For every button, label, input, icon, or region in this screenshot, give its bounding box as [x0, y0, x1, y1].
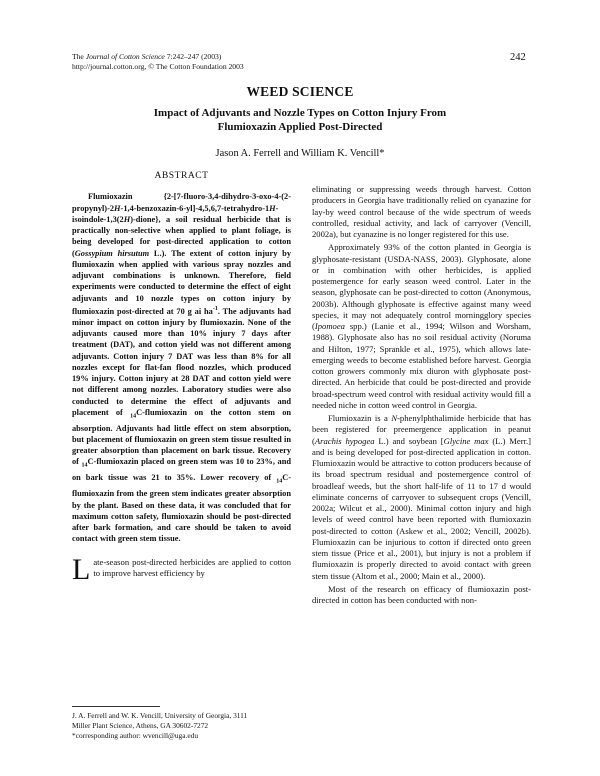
- section-heading: WEED SCIENCE: [246, 84, 354, 99]
- article-authors: Jason A. Ferrell and William K. Vencill*: [215, 148, 385, 159]
- author-footnote: J. A. Ferrell and W. K. Vencill, University of Georgia, 3111 Miller Plant Science, Athens, GA 30602-7272 *corresponding author: wvencill@uga.edu: [72, 711, 248, 740]
- abstract-heading: ABSTRACT: [154, 170, 209, 181]
- abstract-text: Flumioxazin {2-[7-fluoro-3,4-dihydro-3-oxo-4-(2-propynyl)-2H-1,4-benzoxazin-6-yl]-4,5,6,7-tetrahydro-1H-isoindole-1,3(2H)-dione}, a soil residual herbicide that is practically non-selective when applied to plant foliage, is being developed for post-directed application to cotton (Gossypium hirsutum L.). The extent of cotton injury by flumioxazin when applied with various spray nozzles and adjuvant combinations is unknown. Therefore, field experiments were conducted to determine the effect of eight adjuvants and 10 nozzle types on cotton injury by flumioxazin post-directed at 70 g ai $ha^{-1}$. The adjuvants had minor impact on cotton injury by flumioxazin. None of the adjuvants caused more than 10% injury 7 days after treatment (DAT), and cotton yield was not different among adjuvants. Cotton injury 7 DAT was less than 8% for all nozzles except for flat-fan flood nozzles, which produced 19% injury. Cotton injury at 28 DAT and cotton yield were not different among nozzles. Laboratory studies were also conducted to determine the effect of adjuvants and placement of $_{14}$C-flumioxazin on the cotton stem on absorption. Adjuvants had little effect on stem absorption, but placement of flumioxazin on green stem tissue resulted in greater absorption than placement on bark tissue. Recovery of $_{14}$C-flumioxazin placed on green stem was 10 to 23%, and on bark tissue was 21 to 35%. Lower recovery of $_{14}$C-flumioxazin from the green stem indicates greater absorption by the plant. Based on these data, it was concluded that for maximum cotton safety, flumioxazin should be post-directed after bark formation, and care should be taken to avoid contact with green stem tissue.: [72, 192, 292, 544]
- body-paragraph: eliminating or suppressing weeds through harvest. Cotton producers in Georgia have traditionally relied on cyanazine for lay-by weed control because of the wide spectrum of weeds controlled, residual activity, and lack of carryover (Vencill, 2002a), but cyanazine is no longer registered for this use.: [312, 184, 531, 239]
- journal-name: Journal of Cotton Science: [85, 52, 165, 61]
- body-paragraph: Most of the research on efficacy of flumioxazin post-directed in cotton has been conducted with non-: [312, 583, 531, 605]
- right-column: [312, 184, 531, 608]
- journal-citation: The Journal of Cotton Science 7:242–247 (2003): [72, 52, 222, 61]
- drop-cap: L: [72, 552, 91, 586]
- page-number: 242: [510, 52, 526, 63]
- footnote-divider: [72, 706, 160, 707]
- left-column: [72, 170, 292, 586]
- article-title: Impact of Adjuvants and Nozzle Types on Cotton Injury From Flumioxazin Applied Post-Directed: [153, 107, 447, 133]
- running-header: [72, 52, 244, 72]
- body-paragraph: Approximately 93% of the cotton planted in Georgia is glyphosate-resistant (USDA-NASS, 2003). Glyphosate, alone or in combination with other herbicides, is applied postemergence for early season weed control. Later in the season, glyphosate can be post-directed to cotton (Anonymous, 2003b). Although glyphosate is effective against many weed species, it may not adequately control morningglory species (Ipomoea spp.) (Lanie et al., 1994; Wilson and Worsham, 1988). Glyphosate also has no soil residual activity (Noruma and Hilton, 1977; Sprankle et al., 1975), which allows late-emerging weeds to become established before harvest. Georgia cotton growers commonly mix diuron with glyphosate post-directed. An herbicide that could be post-directed and provide broad-spectrum weed control with residual activity would fill a needed niche in cotton weed control in Georgia.: [312, 242, 531, 410]
- body-paragraph: Flumioxazin is a N-phenylphthalimide herbicide that has been registered for preemergence application in peanut (Arachis hypogea L.) and soybean [Glycine max (L.) Merr.] and is being developed for post-directed application in cotton. Flumioxazin would be attractive to cotton producers because of its broad spectrum residual and postemergence control of broadleaf weeds, but the short half-life of 11 to 17 d would eliminate concerns of carryover to subsequent crops (Vencill, 2002a; Wilcut et al., 2000). Minimal cotton injury and high levels of weed control have been reported with flumioxazin post-directed to cotton (Askew et al., 2002; Vencill, 2002b). Flumioxazin can be injurious to cotton if directed onto green stem tissue (Price et al., 2001), but injury is not a problem if flumioxazin is properly directed to avoid contact with green stem tissue (Altom et al., 2000; Main et al., 2000).: [312, 413, 532, 581]
- journal-website: http://journal.cotton.org, © The Cotton Foundation 2003: [72, 62, 244, 71]
- introduction-paragraph: Late-season post-directed herbicides are applied to cotton to improve harvest efficiency by: [72, 552, 291, 586]
